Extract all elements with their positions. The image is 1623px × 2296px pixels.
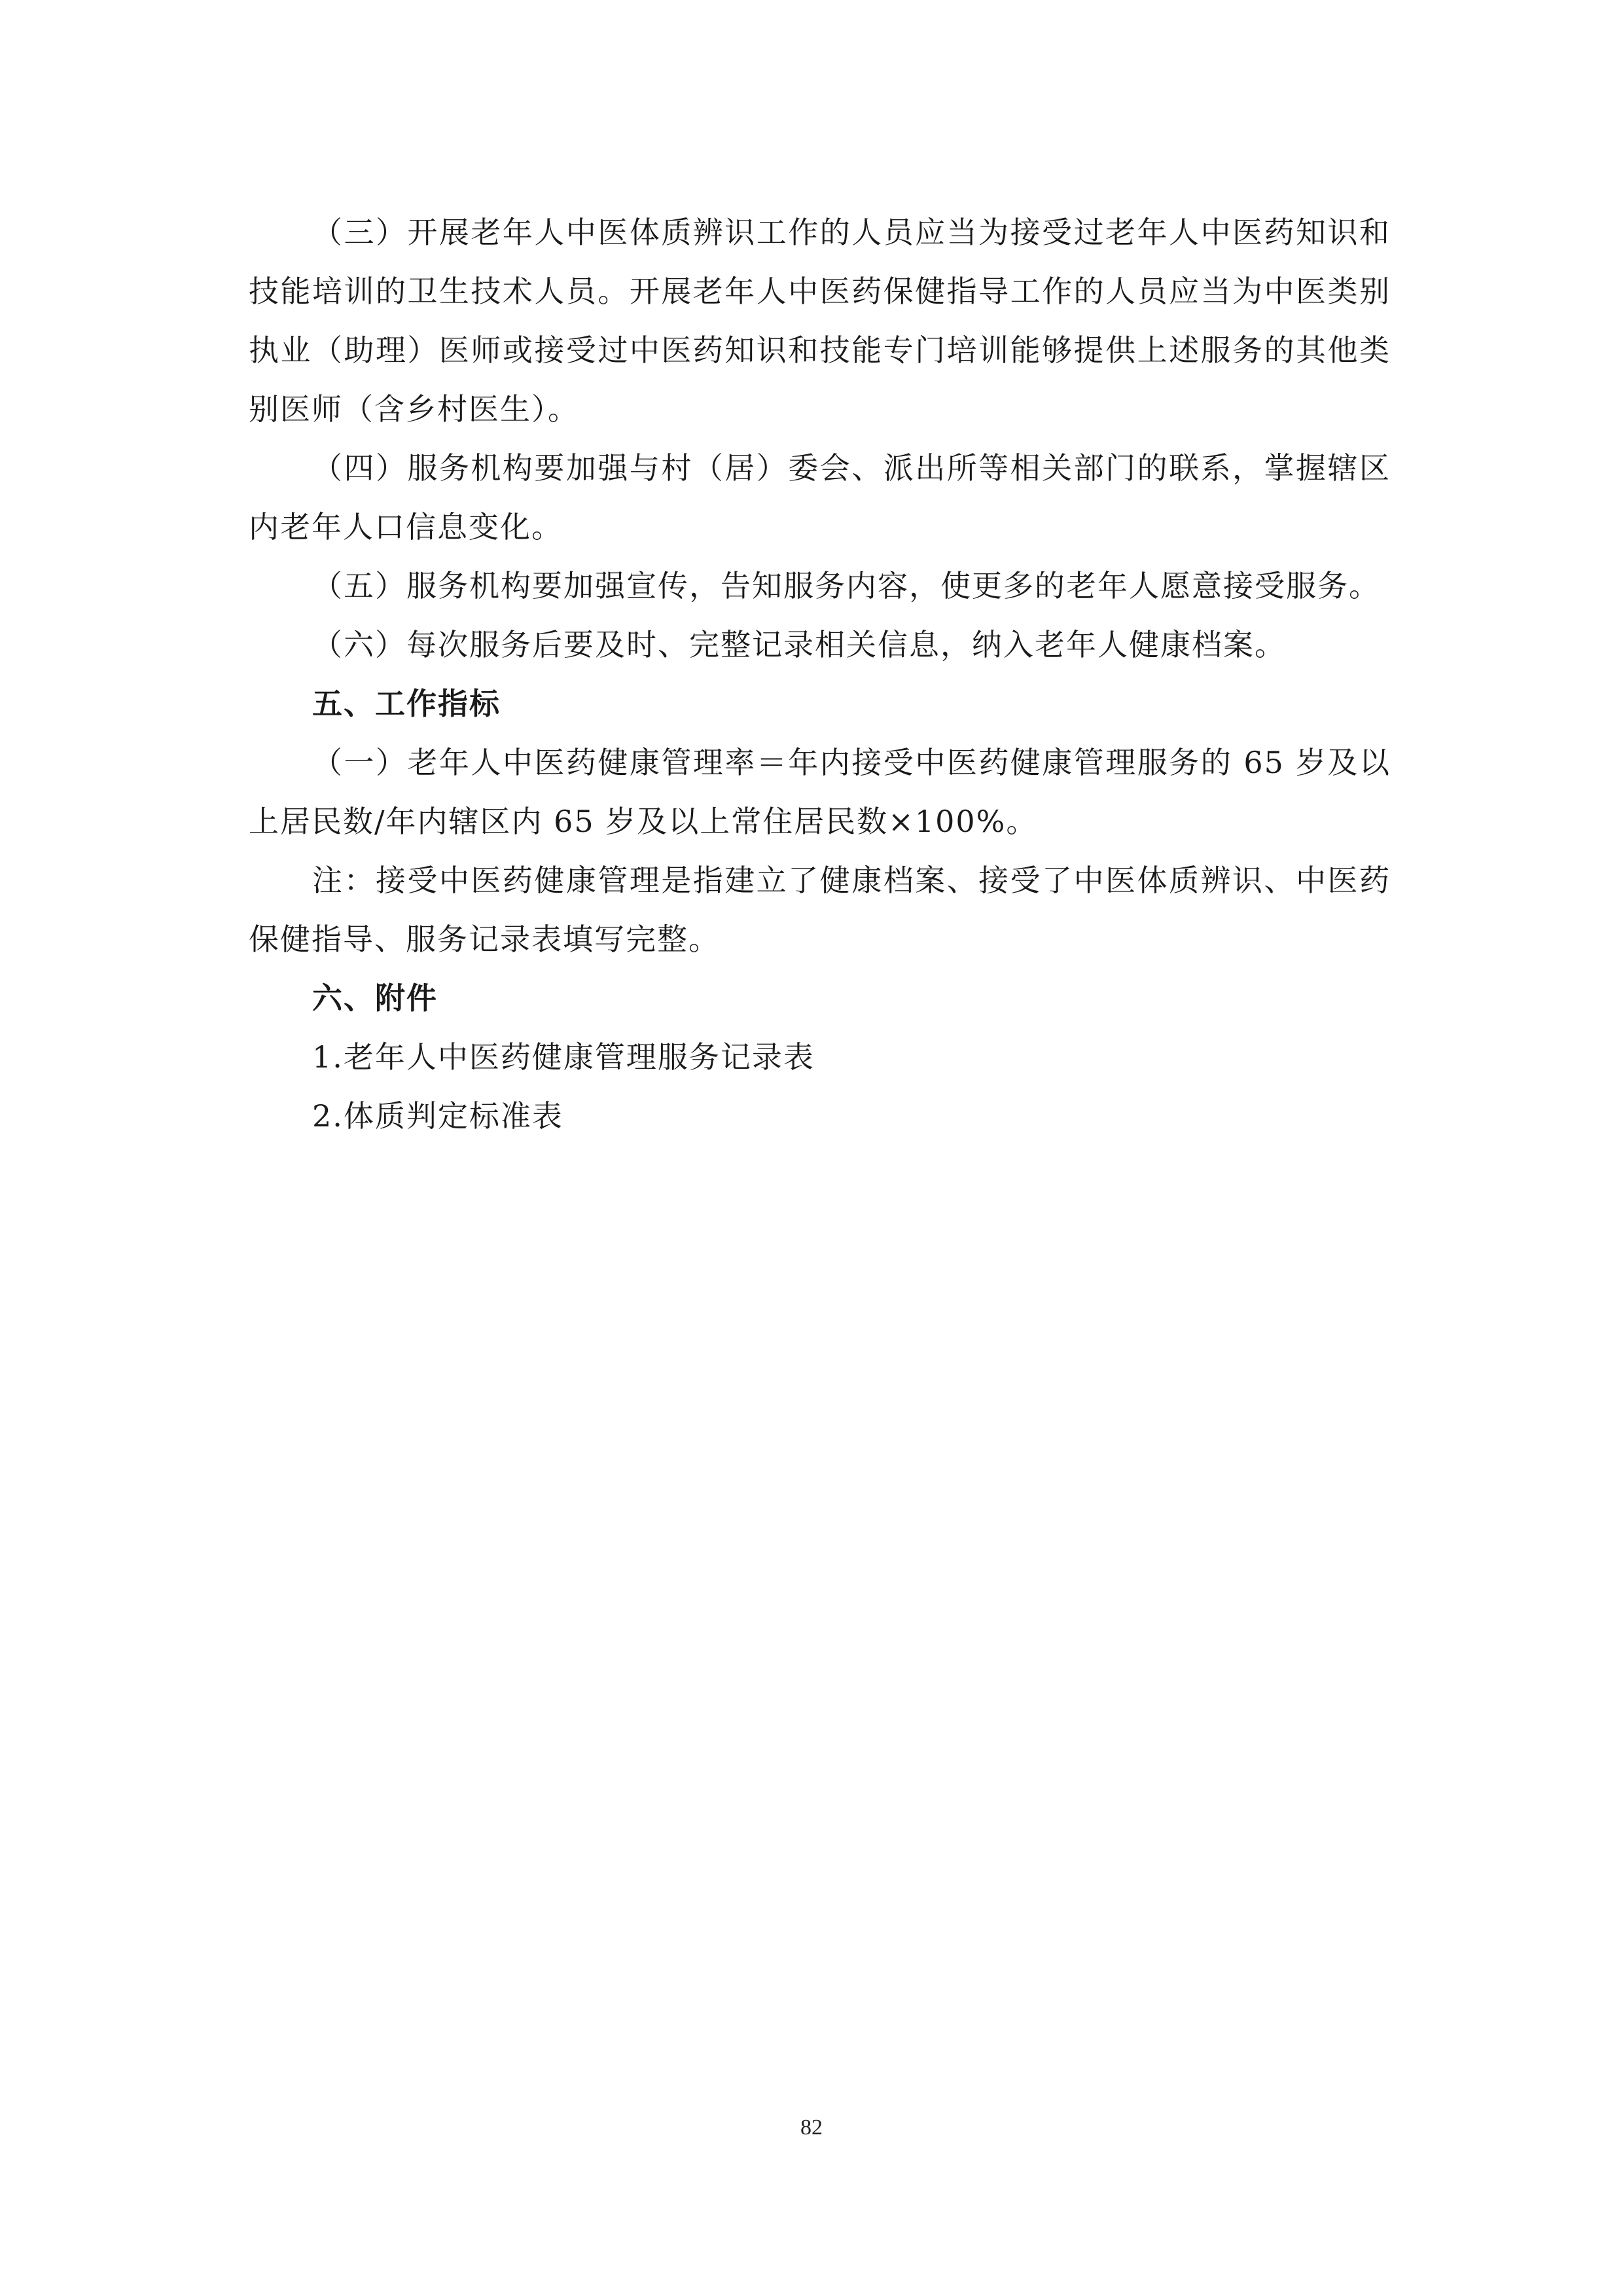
paragraph-management-rate: （一）老年人中医药健康管理率＝年内接受中医药健康管理服务的 65 岁及以上居民数/年内辖区内 65 岁及以上常住居民数×100%。	[249, 745, 1391, 839]
document-body	[249, 203, 1391, 1145]
paragraph-publicity: （五）服务机构要加强宣传，告知服务内容，使更多的老年人愿意接受服务。	[312, 568, 1380, 603]
paragraph-liaison: （四）服务机构要加强与村（居）委会、派出所等相关部门的联系，掌握辖区内老年人口信息变化。	[249, 450, 1391, 545]
paragraph-note: 注：接受中医药健康管理是指建立了健康档案、接受了中医体质辨识、中医药保健指导、服务记录表填写完整。	[249, 863, 1391, 957]
section-heading-indicators: 五、工作指标	[312, 686, 501, 721]
page-number: 82	[800, 2115, 823, 2140]
attachment-item-2: 2.体质判定标准表	[312, 1098, 563, 1134]
paragraph-records: （六）每次服务后要及时、完整记录相关信息，纳入老年人健康档案。	[312, 627, 1286, 662]
attachment-item-1: 1.老年人中医药健康管理服务记录表	[312, 1039, 815, 1075]
section-heading-attachments: 六、附件	[312, 980, 438, 1016]
paragraph-staff-requirements: （三）开展老年人中医体质辨识工作的人员应当为接受过老年人中医药知识和技能培训的卫生技术人员。开展老年人中医药保健指导工作的人员应当为中医类别执业（助理）医师或接受过中医药知识和技能专门培训能够提供上述服务的其他类别医师（含乡村医生）。	[249, 215, 1391, 427]
